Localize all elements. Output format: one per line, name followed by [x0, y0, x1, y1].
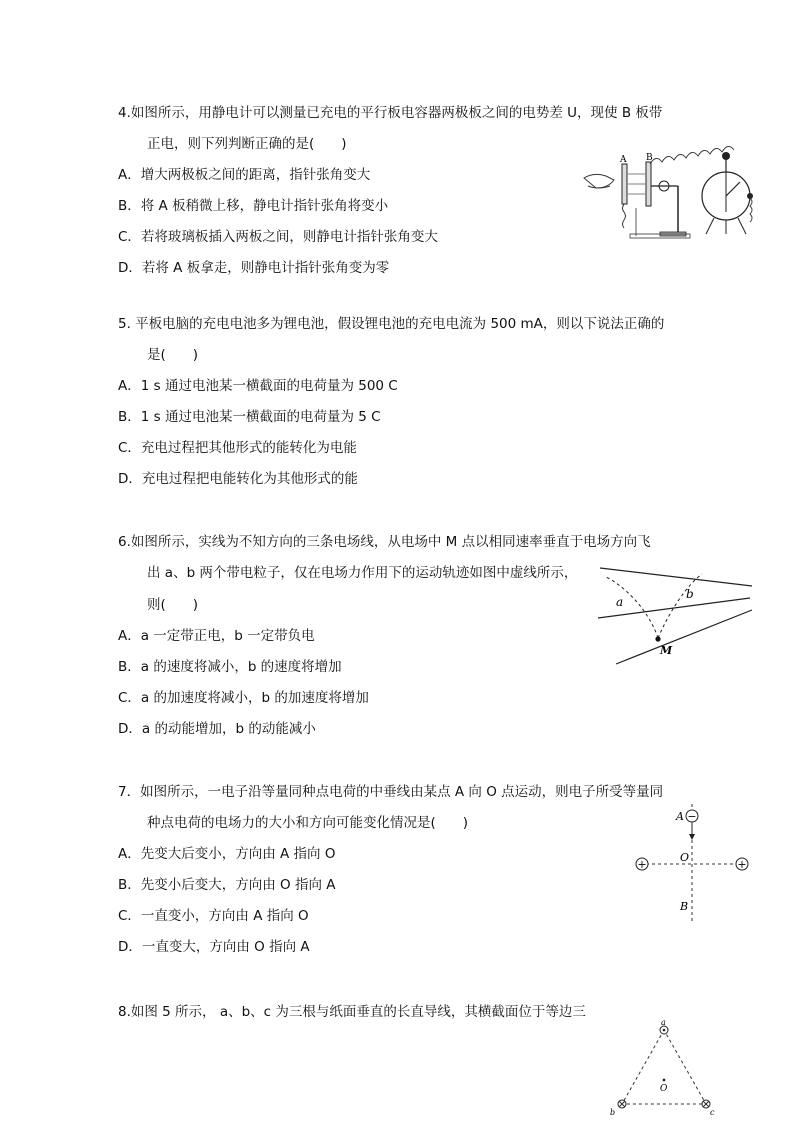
q8-label-b: b [610, 1108, 616, 1117]
q5-stem-line-1: 5. 平板电脑的充电电池多为锂电池，假设锂电池的充电电流为 500 mA，则以下说法正确的 [118, 316, 665, 332]
q8-stem-line-1: 8.如图 5 所示， a、b、c 为三根与纸面垂直的长直导线，其横截面位于等边三 [118, 1004, 586, 1020]
q4-option-d: D．若将 A 板拿走，则静电计指针张角变为零 [118, 260, 390, 276]
q8-triangle-figure [606, 1018, 722, 1118]
q8-label-o: O [660, 1084, 668, 1094]
q8-label-c: c [710, 1108, 715, 1117]
q6-option-a: A．a 一定带正电，b 一定带负电 [118, 628, 315, 644]
q6-field-line-top [600, 568, 752, 586]
q5-option-c: C．充电过程把其他形式的能转化为电能 [118, 440, 357, 456]
q6-label-b: b [686, 587, 694, 601]
q5-option-a: A．1 s 通过电池某一横截面的电荷量为 500 C [118, 378, 398, 394]
q4-option-c: C．若将玻璃板插入两板之间，则静电计指针张角变大 [118, 229, 438, 245]
svg-text:+: + [637, 858, 647, 871]
q6-option-c: C．a 的加速度将减小，b 的加速度将增加 [118, 690, 369, 706]
svg-text:+: + [737, 858, 747, 871]
q5-option-b: B．1 s 通过电池某一横截面的电荷量为 5 C [118, 409, 381, 425]
q6-label-m: M [660, 644, 673, 657]
q7-stem-line-2: 种点电荷的电场力的大小和方向可能变化情况是( ) [147, 815, 469, 831]
q4-stem-line-2: 正电，则下列判断正确的是( ) [147, 136, 347, 152]
q4-needle [726, 182, 740, 196]
q6-point-m [655, 636, 660, 641]
q4-stem-line-1: 4.如图所示，用静电计可以测量已充电的平行板电容器两极板之间的电势差 U，现使 B 板带 [118, 105, 663, 121]
svg-text:−: − [687, 810, 697, 823]
q7-option-d: D．一直变大，方向由 O 指向 A [118, 939, 310, 955]
q8-center-o [663, 1079, 666, 1082]
q5-stem-line-2: 是( ) [147, 347, 199, 363]
q4-plate-a [622, 164, 627, 204]
q6-option-d: D．a 的动能增加，b 的动能减小 [118, 721, 316, 737]
q7-label-o: O [680, 851, 690, 864]
q7-arrow-down [689, 834, 695, 840]
q4-electrometer-figure [580, 138, 770, 246]
q6-label-a: a [616, 595, 624, 609]
q6-field-line-bottom [616, 610, 752, 664]
q4-plate-b [646, 162, 651, 206]
q8-label-a: a [661, 1018, 666, 1027]
q6-stem-line-2: 出 a、b 两个带电粒子，仅在电场力作用下的运动轨迹如图中虚线所示， [147, 565, 578, 581]
q6-stem-line-1: 6.如图所示，实线为不知方向的三条电场线，从电场中 M 点以相同速率垂直于电场方向飞 [118, 534, 651, 550]
q7-label-b: B [680, 900, 689, 913]
q5-option-d: D．充电过程把电能转化为其他形式的能 [118, 471, 358, 487]
q4-option-a: A．增大两极板之间的距离，指针张角变大 [118, 167, 371, 183]
q4-option-b: B．将 A 板稍微上移，静电计指针张角将变小 [118, 198, 389, 214]
q4-connecting-wire [650, 146, 734, 164]
q6-trajectory-a [604, 576, 658, 638]
q7-option-c: C．一直变小，方向由 A 指向 O [118, 908, 309, 924]
q7-option-b: B．先变小后变大，方向由 O 指向 A [118, 877, 336, 893]
q6-option-b: B．a 的速度将减小，b 的速度将增加 [118, 659, 342, 675]
q4-label-a: A [620, 155, 627, 165]
q7-option-a: A．先变大后变小，方向由 A 指向 O [118, 846, 336, 862]
q7-stem-line-1: 7．如图所示，一电子沿等量同种点电荷的中垂线由某点 A 向 O 点运动，则电子所受等量同 [118, 784, 664, 800]
q7-charges-figure [630, 800, 754, 928]
q6-stem-line-3: 则( ) [147, 597, 199, 613]
q4-label-b: B [646, 153, 653, 163]
q6-field-lines-figure [596, 562, 756, 666]
q7-label-a: A [676, 810, 684, 823]
q6-trajectory-b [658, 574, 702, 638]
